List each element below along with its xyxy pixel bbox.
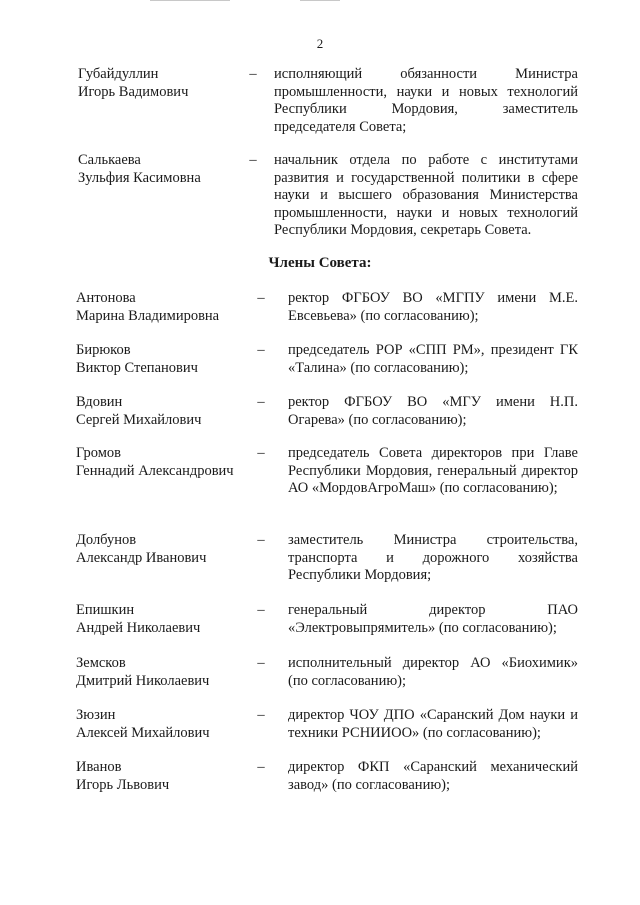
member-name xyxy=(76,655,266,690)
member-role: ректор ФГБОУ ВО «МГУ имени Н.П. Огарева» (по согласованию); xyxy=(288,394,578,428)
member-surname: Иванов xyxy=(76,759,122,775)
member-role: исполнительный директор АО «Биохимик» (по согласованию); xyxy=(288,655,578,689)
member-role: ректор ФГБОУ ВО «МГПУ имени М.Е. Евсевьева» (по согласованию); xyxy=(288,290,578,324)
page-number: 2 xyxy=(316,36,324,51)
dash-separator: – xyxy=(257,759,265,775)
dash-separator: – xyxy=(257,394,265,410)
member-role: начальник отдела по работе с институтами развития и государственной политики в сфере науки и высшего образования Министерства промышленности, науки и новых технологий Республики Мордовия, секретарь Совета. xyxy=(274,152,578,238)
dash-separator: – xyxy=(249,66,257,82)
member-surname: Губайдуллин xyxy=(78,66,159,82)
member-name xyxy=(78,66,268,101)
member-name xyxy=(76,759,266,794)
dash-separator: – xyxy=(257,655,265,671)
member-surname: Долбунов xyxy=(76,532,137,548)
dash-separator: – xyxy=(257,290,265,306)
member-surname: Антонова xyxy=(76,290,136,306)
member-given-names: Виктор Степанович xyxy=(76,359,198,376)
member-given-names: Марина Владимировна xyxy=(76,307,220,324)
dash-separator: – xyxy=(257,532,265,548)
member-surname: Салькаева xyxy=(78,152,141,168)
member-name xyxy=(76,342,266,377)
member-surname: Бирюков xyxy=(76,342,131,358)
member-given-names: Александр Иванович xyxy=(76,549,207,566)
scan-artifact xyxy=(300,0,340,1)
member-surname: Зюзин xyxy=(76,707,116,723)
member-role: директор ФКП «Саранский механический завод» (по согласованию); xyxy=(288,759,578,793)
member-given-names: Игорь Вадимович xyxy=(78,83,189,100)
member-name xyxy=(76,445,266,480)
member-role: директор ЧОУ ДПО «Саранский Дом науки и техники РСНИИОО» (по согласованию); xyxy=(288,707,578,741)
member-role: заместитель Министра строительства, транспорта и дорожного хозяйства Республики Мордовия; xyxy=(288,532,578,583)
member-name xyxy=(76,602,266,637)
member-name xyxy=(76,532,266,567)
member-given-names: Сергей Михайлович xyxy=(76,411,202,428)
member-role: председатель Совета директоров при Главе Республики Мордовия, генеральный директор АО «МордовАгроМаш» (по согласованию); xyxy=(288,445,578,496)
member-name xyxy=(76,707,266,742)
members-heading: Члены Совета: xyxy=(268,255,372,271)
member-surname: Епишкин xyxy=(76,602,135,618)
member-given-names: Алексей Михайлович xyxy=(76,724,210,741)
member-given-names: Зульфия Касимовна xyxy=(78,169,201,186)
member-surname: Громов xyxy=(76,445,121,461)
member-role: председатель РОР «СПП РМ», президент ГК «Талина» (по согласованию); xyxy=(288,342,578,376)
member-role: исполняющий обязанности Министра промышленности, науки и новых технологий Республики Мордовия, заместитель председателя Совета; xyxy=(274,66,578,135)
member-given-names: Дмитрий Николаевич xyxy=(76,672,210,689)
member-given-names: Геннадий Александрович xyxy=(76,462,234,479)
member-surname: Земсков xyxy=(76,655,126,671)
member-role: генеральный директор ПАО «Электровыпрямитель» (по согласованию); xyxy=(288,602,578,636)
member-name xyxy=(76,394,266,429)
member-given-names: Андрей Николаевич xyxy=(76,619,201,636)
member-name xyxy=(76,290,266,325)
dash-separator: – xyxy=(257,602,265,618)
dash-separator: – xyxy=(249,152,257,168)
member-name xyxy=(78,152,268,187)
scan-artifact xyxy=(150,0,230,1)
dash-separator: – xyxy=(257,445,265,461)
member-given-names: Игорь Львович xyxy=(76,776,170,793)
dash-separator: – xyxy=(257,707,265,723)
member-surname: Вдовин xyxy=(76,394,123,410)
dash-separator: – xyxy=(257,342,265,358)
